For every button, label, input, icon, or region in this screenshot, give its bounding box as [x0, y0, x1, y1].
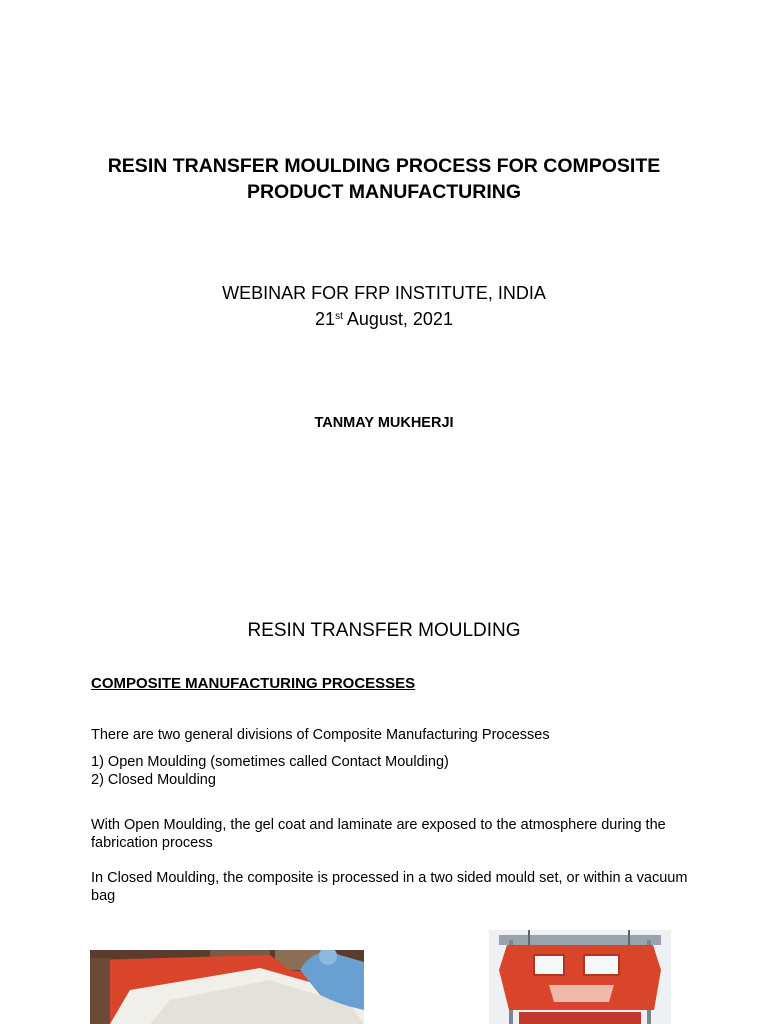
title-line-2: PRODUCT MANUFACTURING	[246, 181, 522, 203]
webinar-info	[0, 282, 768, 331]
closed-mould-illustration	[489, 930, 671, 1024]
list-item-open: 1) Open Moulding (sometimes called Contact Moulding)	[91, 754, 449, 770]
process-list	[91, 753, 701, 789]
intro-paragraph: There are two general divisions of Composite Manufacturing Processes	[91, 727, 550, 743]
title-line-1: RESIN TRANSFER MOULDING PROCESS FOR COMPOSITE	[107, 155, 661, 177]
list-item-closed: 2) Closed Moulding	[91, 772, 216, 788]
document-title	[0, 153, 768, 205]
closed-moulding-paragraph: In Closed Moulding, the composite is processed in a two sided mould set, or within a vacuum bag	[91, 870, 688, 904]
author-name: TANMAY MUKHERJI	[314, 415, 454, 431]
section-title: RESIN TRANSFER MOULDING	[247, 620, 521, 641]
webinar-date	[0, 305, 768, 331]
open-moulding-paragraph: With Open Moulding, the gel coat and laminate are exposed to the atmosphere during the fabrication process	[91, 817, 666, 851]
closed-mould-photo	[489, 930, 671, 1024]
date-day: 21	[315, 309, 336, 329]
date-rest: August, 2021	[342, 309, 453, 329]
open-moulding-photo	[90, 950, 364, 1024]
section-heading: COMPOSITE MANUFACTURING PROCESSES	[91, 675, 416, 692]
open-moulding-illustration	[90, 950, 364, 1024]
webinar-line: WEBINAR FOR FRP INSTITUTE, INDIA	[222, 283, 546, 303]
date-day-suffix: st	[335, 311, 343, 322]
